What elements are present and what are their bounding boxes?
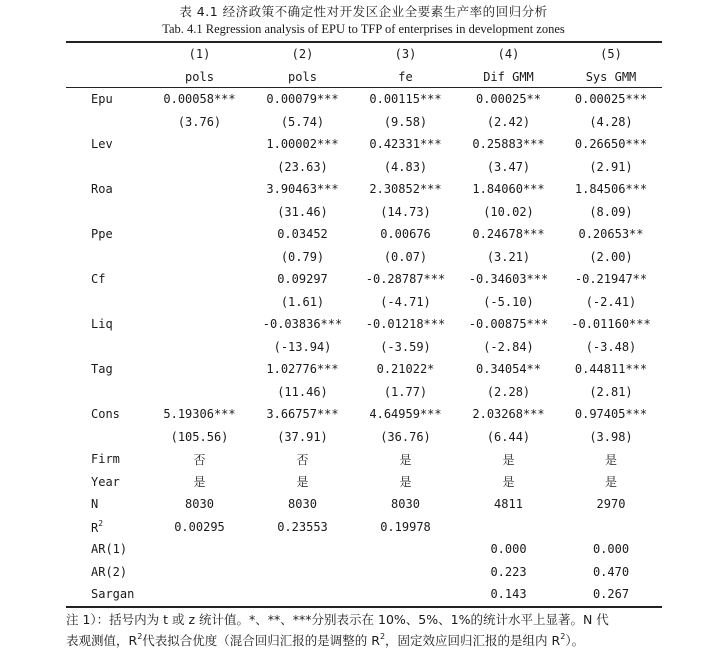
variable-label: Ppe xyxy=(91,227,113,242)
tstat-cell: (0.79) xyxy=(280,249,325,264)
stat-cell: 0.000 xyxy=(490,542,527,557)
table-row-coef xyxy=(66,403,662,426)
column-number: (5) xyxy=(600,47,622,62)
coef-cell: 0.20653** xyxy=(578,227,644,242)
column-method: Dif GMM xyxy=(483,69,534,84)
variable-label: Roa xyxy=(91,182,113,197)
stat-cell: 是 xyxy=(296,475,309,490)
table-row-stat xyxy=(66,448,662,471)
column-method: pols xyxy=(185,69,214,84)
tstat-cell: (-2.84) xyxy=(483,339,534,354)
tstat-cell: (31.46) xyxy=(277,204,328,219)
tstat-cell: (-3.59) xyxy=(380,339,431,354)
coef-cell xyxy=(148,313,251,336)
stat-label xyxy=(66,538,148,561)
coef-cell: 3.66757*** xyxy=(266,407,339,422)
column-method: pols xyxy=(288,69,317,84)
stat-cell xyxy=(251,561,354,584)
stat-label xyxy=(66,516,148,539)
stat-cell xyxy=(560,516,662,539)
row-blank xyxy=(66,246,148,269)
tstat-cell: (4.83) xyxy=(383,159,428,174)
coef-cell: 0.24678*** xyxy=(472,227,545,242)
stat-cell: 8030 xyxy=(288,497,317,512)
stat-cell: 0.267 xyxy=(592,587,630,602)
stat-label-text: N xyxy=(91,497,99,512)
variable-label: Tag xyxy=(91,362,113,377)
stat-label xyxy=(66,471,148,494)
row-blank xyxy=(66,201,148,224)
bottom-rule xyxy=(66,606,662,608)
stat-label xyxy=(66,561,148,584)
table-note-line-1: 注 1）：括号内为 t 或 z 统计值。*、**、***分别表示在 10%、5%、1%的统计水平上显著。N 代 xyxy=(66,612,609,627)
tstat-cell: (10.02) xyxy=(483,204,534,219)
tstat-cell: (4.28) xyxy=(589,114,633,129)
table-row-tstat xyxy=(66,111,662,134)
stat-cell: 是 xyxy=(502,475,515,490)
note-text: 代表拟合优度（混合回归汇报的是调整的 R xyxy=(142,633,380,648)
table-row-stat xyxy=(66,538,662,561)
stat-cell: 是 xyxy=(604,452,617,467)
row-blank xyxy=(66,426,148,449)
tstat-cell xyxy=(148,381,251,404)
table-row-coef xyxy=(66,358,662,381)
stat-cell: 是 xyxy=(604,475,617,490)
stat-label-text: AR(1) xyxy=(91,542,128,557)
coef-cell: 0.34054** xyxy=(475,362,542,377)
tstat-cell: (8.09) xyxy=(589,204,633,219)
column-method: Sys GMM xyxy=(585,69,637,84)
tstat-cell: (3.21) xyxy=(486,249,531,264)
coef-cell: 2.30852*** xyxy=(369,182,442,197)
coef-cell: -0.21947** xyxy=(574,272,648,287)
table-row-tstat xyxy=(66,291,662,314)
column-number: (2) xyxy=(291,47,314,62)
table-row-stat xyxy=(66,561,662,584)
coef-cell: -0.01218*** xyxy=(365,317,446,332)
coef-cell: 0.03452 xyxy=(277,227,328,242)
variable-label: Lev xyxy=(91,137,113,152)
tstat-cell: (23.63) xyxy=(277,159,328,174)
stat-cell: 0.223 xyxy=(490,564,527,579)
coef-cell: 0.09297 xyxy=(277,272,328,287)
stat-cell xyxy=(354,583,457,606)
stat-label xyxy=(66,583,148,606)
coef-cell: 1.02776*** xyxy=(266,362,339,377)
row-blank xyxy=(66,291,148,314)
tstat-cell: (37.91) xyxy=(277,429,328,444)
coef-cell: 5.19306*** xyxy=(163,407,236,422)
tstat-cell: (-5.10) xyxy=(483,294,534,309)
stat-cell: 0.000 xyxy=(592,542,630,557)
coef-cell: 1.00002*** xyxy=(266,137,339,152)
tstat-cell: (11.46) xyxy=(277,384,328,399)
header-row-methods xyxy=(66,66,662,89)
header-row-numbers xyxy=(66,43,662,66)
stat-cell: 0.23553 xyxy=(277,519,328,534)
row-blank xyxy=(66,381,148,404)
stat-label-text: R xyxy=(91,520,99,535)
stat-cell: 0.19978 xyxy=(380,519,431,534)
tstat-cell: (3.47) xyxy=(486,159,531,174)
coef-cell: 2.03268*** xyxy=(472,407,545,422)
stat-cell: 8030 xyxy=(185,497,214,512)
table-row-stat xyxy=(66,471,662,494)
stat-cell xyxy=(457,516,560,539)
table-row-stat xyxy=(66,583,662,606)
regression-table xyxy=(66,43,662,606)
column-method: fe xyxy=(398,69,413,84)
stat-cell: 是 xyxy=(502,452,515,467)
stat-label-superscript: 2 xyxy=(98,518,104,528)
variable-label: Epu xyxy=(91,92,113,107)
row-blank xyxy=(66,111,148,134)
stat-label xyxy=(66,448,148,471)
row-blank xyxy=(66,336,148,359)
table-row-coef xyxy=(66,313,662,336)
tstat-cell: (1.61) xyxy=(280,294,325,309)
table-row-coef xyxy=(66,268,662,291)
note-superscript: 2 xyxy=(560,632,566,641)
column-number: (1) xyxy=(188,47,211,62)
tstat-cell: (2.91) xyxy=(589,159,633,174)
variable-label: Cons xyxy=(91,407,120,422)
stat-cell: 0.143 xyxy=(490,587,527,602)
stat-cell xyxy=(251,538,354,561)
tstat-cell: (3.76) xyxy=(177,114,222,129)
tstat-cell: (2.81) xyxy=(589,384,633,399)
column-number: (4) xyxy=(497,47,520,62)
tstat-cell xyxy=(148,291,251,314)
header-blank xyxy=(66,66,148,89)
coef-cell: 0.00025** xyxy=(475,92,542,107)
column-number: (3) xyxy=(394,47,417,62)
header-blank xyxy=(66,43,148,66)
tstat-cell xyxy=(148,201,251,224)
stat-cell xyxy=(148,561,251,584)
coef-cell: 1.84506*** xyxy=(574,182,648,197)
stat-cell xyxy=(148,583,251,606)
stat-cell: 是 xyxy=(399,452,412,467)
tstat-cell: (0.07) xyxy=(383,249,428,264)
coef-cell xyxy=(148,223,251,246)
tstat-cell: (-2.41) xyxy=(585,294,637,309)
coef-cell: 0.00115*** xyxy=(369,92,442,107)
table-row-coef xyxy=(66,178,662,201)
tstat-cell: (6.44) xyxy=(486,429,531,444)
table-caption-chinese: 表 4.1 经济政策不确定性对开发区企业全要素生产率的回归分析 xyxy=(179,4,548,19)
table-row-coef xyxy=(66,223,662,246)
coef-cell: 0.26650*** xyxy=(574,137,648,152)
stat-cell: 是 xyxy=(399,475,412,490)
table-row-tstat xyxy=(66,336,662,359)
note-text: ，固定效应回归汇报的是组内 R xyxy=(385,633,561,648)
table-note-line-2 xyxy=(66,631,666,649)
coef-cell: 0.00676 xyxy=(380,227,431,242)
coef-cell: 0.00025*** xyxy=(574,92,648,107)
coef-cell xyxy=(148,358,251,381)
stat-cell xyxy=(251,583,354,606)
coef-cell: 0.00058*** xyxy=(163,92,236,107)
variable-label: Cf xyxy=(91,272,106,287)
tstat-cell xyxy=(148,336,251,359)
coef-cell: -0.01160*** xyxy=(571,317,651,332)
coef-cell: -0.28787*** xyxy=(365,272,446,287)
stat-cell: 2970 xyxy=(596,497,626,512)
stat-cell: 4811 xyxy=(494,497,523,512)
tstat-cell: (-13.94) xyxy=(273,339,332,354)
coef-cell: 1.84060*** xyxy=(472,182,545,197)
stat-cell xyxy=(354,538,457,561)
tstat-cell: (14.73) xyxy=(380,204,431,219)
coef-cell: -0.00875*** xyxy=(468,317,549,332)
table-row-coef xyxy=(66,88,662,111)
coef-cell: 4.64959*** xyxy=(369,407,442,422)
table-row-tstat xyxy=(66,381,662,404)
coef-cell: 0.97405*** xyxy=(574,407,648,422)
tstat-cell: (5.74) xyxy=(280,114,325,129)
coef-cell: 0.25883*** xyxy=(472,137,545,152)
table-row-coef xyxy=(66,133,662,156)
note-text: ）。 xyxy=(565,633,585,648)
stat-cell: 0.00295 xyxy=(174,519,225,534)
note-superscript: 2 xyxy=(379,632,386,641)
tstat-cell xyxy=(148,156,251,179)
coef-cell xyxy=(148,178,251,201)
table-row-tstat xyxy=(66,426,662,449)
stat-cell: 否 xyxy=(296,452,309,467)
tstat-cell xyxy=(148,246,251,269)
variable-label: Liq xyxy=(91,317,113,332)
table-row-tstat xyxy=(66,156,662,179)
stat-label-text: AR(2) xyxy=(91,564,128,579)
coef-cell: 0.00079*** xyxy=(266,92,339,107)
coef-cell: 0.21022* xyxy=(376,362,435,377)
stat-cell: 是 xyxy=(193,475,206,490)
table-row-tstat xyxy=(66,201,662,224)
stat-label-text: Year xyxy=(91,474,120,489)
tstat-cell: (2.42) xyxy=(486,114,531,129)
row-blank xyxy=(66,156,148,179)
tstat-cell: (2.00) xyxy=(589,249,633,264)
table-row-tstat xyxy=(66,246,662,269)
tstat-cell: (-4.71) xyxy=(380,294,431,309)
coef-cell: -0.34603*** xyxy=(468,272,549,287)
coef-cell: -0.03836*** xyxy=(262,317,343,332)
table-row-stat xyxy=(66,493,662,516)
tstat-cell: (36.76) xyxy=(380,429,431,444)
coef-cell: 0.42331*** xyxy=(369,137,442,152)
stat-label-text: Sargan xyxy=(91,587,135,602)
stat-label-text: Firm xyxy=(91,452,120,467)
stat-cell xyxy=(354,561,457,584)
stat-cell: 8030 xyxy=(391,497,420,512)
coef-cell xyxy=(148,133,251,156)
coef-cell xyxy=(148,268,251,291)
note-text: 表观测值，R xyxy=(66,633,138,648)
table-row-stat xyxy=(66,516,662,539)
stat-cell xyxy=(148,538,251,561)
table-caption-english: Tab. 4.1 Regression analysis of EPU to TFP of enterprises in development zones xyxy=(162,22,565,36)
tstat-cell: (1.77) xyxy=(383,384,428,399)
tstat-cell: (2.28) xyxy=(486,384,531,399)
coef-cell: 3.90463*** xyxy=(266,182,339,197)
coef-cell: 0.44811*** xyxy=(574,362,648,377)
tstat-cell: (9.58) xyxy=(383,114,428,129)
stat-cell: 否 xyxy=(193,452,206,467)
tstat-cell: (-3.48) xyxy=(585,339,637,354)
stat-label xyxy=(66,493,148,516)
tstat-cell: (3.98) xyxy=(589,429,633,444)
stat-cell: 0.470 xyxy=(592,564,630,579)
tstat-cell: (105.56) xyxy=(170,429,229,444)
note-superscript: 2 xyxy=(137,632,143,641)
